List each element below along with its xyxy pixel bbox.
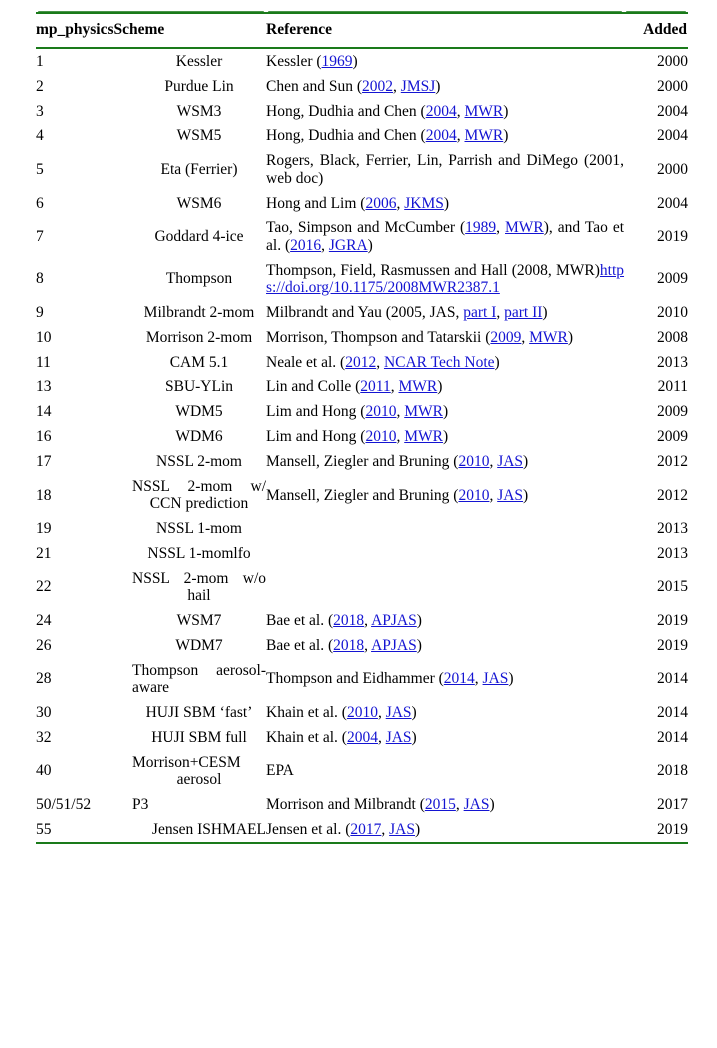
table-row xyxy=(36,258,688,300)
ref-link-journal[interactable]: MWR xyxy=(464,102,504,120)
ref-text-mid: , xyxy=(496,219,506,237)
ref-text-mid: , xyxy=(396,403,405,421)
ref-link-journal[interactable]: JAS xyxy=(497,452,524,470)
table-row xyxy=(36,325,688,350)
ref-text-post: ) xyxy=(523,452,529,470)
scheme-name: WSM6 xyxy=(176,194,222,212)
ref-text-pre-2: and Tao et al. ( xyxy=(266,219,625,254)
added-year: 2013 xyxy=(657,353,689,371)
ref-text-pre: Chen and Sun ( xyxy=(266,77,363,95)
scheme-reference xyxy=(266,300,624,325)
table-body xyxy=(36,48,688,843)
ref-text-post: ) xyxy=(352,52,358,70)
scheme-id: 1 xyxy=(36,52,44,70)
added-year: 2000 xyxy=(657,160,689,178)
scheme-name: Purdue Lin xyxy=(164,77,234,95)
ref-link-part-ii[interactable]: part II xyxy=(504,303,543,321)
scheme-name: HUJI SBM ‘fast’ xyxy=(145,703,253,721)
added-year: 2019 xyxy=(657,228,689,246)
scheme-name: Jensen ISHMAEL xyxy=(132,817,266,843)
added-year: 2000 xyxy=(657,77,689,95)
scheme-reference xyxy=(266,541,624,566)
scheme-id: 19 xyxy=(36,520,52,538)
ref-link-journal[interactable]: JAS xyxy=(385,728,412,746)
ref-link-year[interactable]: 2011 xyxy=(360,378,391,396)
ref-text-mid: , xyxy=(489,486,498,504)
scheme-name: WDM7 xyxy=(175,636,223,654)
scheme-name: Thompson xyxy=(165,270,233,288)
ref-link-year[interactable]: 2010 xyxy=(365,403,397,421)
scheme-reference xyxy=(266,792,624,817)
ref-link-year[interactable]: 1969 xyxy=(321,52,353,70)
table-row xyxy=(36,474,688,516)
added-year: 2017 xyxy=(657,795,689,813)
ref-text-pre: Kessler ( xyxy=(266,52,322,70)
ref-link-journal[interactable]: APJAS xyxy=(371,611,417,629)
scheme-reference xyxy=(266,517,624,542)
added-year: 2014 xyxy=(657,728,689,746)
table-row xyxy=(36,725,688,750)
ref-link-journal[interactable]: JAS xyxy=(497,486,524,504)
ref-link-journal[interactable]: APJAS xyxy=(371,636,417,654)
ref-text-mid: , xyxy=(455,795,464,813)
ref-link-journal[interactable]: MWR xyxy=(404,428,443,446)
table-row xyxy=(36,425,688,450)
ref-text-pre: Bae et al. ( xyxy=(266,636,334,654)
ref-text-mid: , xyxy=(377,703,386,721)
scheme-name: Milbrandt 2-mom xyxy=(143,303,255,321)
ref-link-doi[interactable]: https://doi.org/10.1175/2008MWR2387.1 xyxy=(266,261,625,296)
scheme-id: 9 xyxy=(36,303,44,321)
ref-text-post-2: ) xyxy=(367,236,373,254)
added-year: 2013 xyxy=(657,520,689,538)
ref-text-pre: Lim and Hong ( xyxy=(266,428,366,446)
ref-link-year[interactable]: 2010 xyxy=(365,428,397,446)
scheme-reference xyxy=(266,74,624,99)
ref-text-post: ) xyxy=(411,703,417,721)
ref-text-mid: , xyxy=(377,728,386,746)
table-row xyxy=(36,700,688,725)
ref-link-year[interactable]: 2004 xyxy=(425,127,457,145)
ref-link-journal[interactable]: JKMS xyxy=(404,194,444,212)
scheme-reference xyxy=(266,350,624,375)
scheme-id: 26 xyxy=(36,636,52,654)
scheme-reference xyxy=(266,216,624,258)
ref-link-journal[interactable]: JMSJ xyxy=(400,77,436,95)
scheme-name: Morrison+CESM aerosol xyxy=(132,753,241,788)
scheme-name: Thompson aerosol-aware xyxy=(132,661,267,697)
scheme-id: 32 xyxy=(36,728,52,746)
scheme-name: Kessler xyxy=(175,52,223,70)
ref-link-year[interactable]: 2014 xyxy=(443,670,475,688)
scheme-name: CAM 5.1 xyxy=(169,353,229,371)
ref-text-post: ) xyxy=(411,728,417,746)
table-row xyxy=(36,124,688,149)
scheme-name: WSM7 xyxy=(176,611,222,629)
table-row xyxy=(36,74,688,99)
ref-link-journal[interactable]: MWR xyxy=(404,403,443,421)
added-year: 2009 xyxy=(657,270,689,288)
ref-text-mid: , xyxy=(390,378,399,396)
added-year: 2000 xyxy=(657,52,689,70)
scheme-id: 18 xyxy=(36,486,52,504)
scheme-reference xyxy=(266,566,624,608)
ref-text-post: ) xyxy=(494,353,500,371)
ref-text-post: ) xyxy=(416,636,422,654)
added-year: 2012 xyxy=(657,486,689,504)
ref-text-pre: Khain et al. ( xyxy=(266,703,347,721)
table-row xyxy=(36,300,688,325)
scheme-id: 7 xyxy=(36,228,44,246)
table-row xyxy=(36,48,688,74)
added-year: 2019 xyxy=(624,817,688,843)
scheme-id: 2 xyxy=(36,77,44,95)
scheme-id: 24 xyxy=(36,611,52,629)
scheme-id: 55 xyxy=(36,817,132,843)
ref-text-post: ) xyxy=(508,670,514,688)
ref-text-mid: , xyxy=(496,303,505,321)
added-year: 2014 xyxy=(657,703,689,721)
scheme-reference xyxy=(266,700,624,725)
column-header-reference: Reference xyxy=(266,13,624,48)
scheme-reference xyxy=(266,817,624,843)
scheme-name: WSM5 xyxy=(176,127,222,145)
ref-text-post: ) xyxy=(567,328,574,346)
mp-physics-schemes-table xyxy=(36,12,688,844)
ref-link-year[interactable]: 2002 xyxy=(362,77,394,95)
ref-text-pre: Tao, Simpson and McCumber ( xyxy=(266,219,466,237)
ref-text-mid: , xyxy=(456,102,465,120)
added-year: 2011 xyxy=(657,378,689,396)
scheme-reference xyxy=(266,449,624,474)
ref-text-mid: , xyxy=(393,77,401,95)
added-year: 2014 xyxy=(657,670,689,688)
added-year: 2004 xyxy=(657,102,689,120)
ref-link-year[interactable]: 2004 xyxy=(346,728,378,746)
table-row xyxy=(36,400,688,425)
scheme-name: WSM3 xyxy=(176,102,222,120)
ref-text-pre: Mansell, Ziegler and Bruning ( xyxy=(266,452,459,470)
added-year: 2012 xyxy=(657,452,689,470)
scheme-reference xyxy=(266,633,624,658)
ref-text-pre: Lim and Hong ( xyxy=(266,403,366,421)
scheme-id: 11 xyxy=(36,353,51,371)
ref-link-journal[interactable]: MWR xyxy=(529,328,568,346)
ref-text-pre: Hong, Dudhia and Chen ( xyxy=(266,102,426,120)
scheme-reference: EPA xyxy=(266,762,294,780)
added-year: 2019 xyxy=(657,611,689,629)
table-row xyxy=(36,608,688,633)
scheme-name: Goddard 4-ice xyxy=(154,228,244,246)
added-year: 2013 xyxy=(657,544,689,562)
added-year: 2018 xyxy=(657,762,689,780)
scheme-name: HUJI SBM full xyxy=(151,728,247,746)
ref-text-mid: , xyxy=(521,328,530,346)
ref-text-post: ) xyxy=(416,611,422,629)
scheme-id: 6 xyxy=(36,194,44,212)
added-year: 2008 xyxy=(657,328,689,346)
scheme-id: 22 xyxy=(36,578,52,596)
ref-link-year[interactable]: 2006 xyxy=(365,194,397,212)
table-row xyxy=(36,449,688,474)
ref-link-year[interactable]: 2012 xyxy=(345,353,377,371)
ref-text-pre: Jensen et al. ( xyxy=(266,820,351,838)
ref-link-year[interactable]: 2017 xyxy=(350,820,382,838)
added-year: 2004 xyxy=(657,127,689,145)
scheme-reference xyxy=(266,124,624,149)
table-header-row xyxy=(36,13,688,48)
ref-text-pre: Hong, Dudhia and Chen ( xyxy=(266,127,426,145)
scheme-name: WDM6 xyxy=(175,428,223,446)
ref-text-post: ) xyxy=(442,403,449,421)
ref-text-pre: Morrison and Milbrandt ( xyxy=(266,795,425,813)
scheme-id: 10 xyxy=(36,328,52,346)
table-row xyxy=(36,792,688,817)
ref-text-mid: , xyxy=(474,670,483,688)
ref-text-mid: , xyxy=(456,127,465,145)
scheme-reference xyxy=(266,375,624,400)
scheme-id: 40 xyxy=(36,762,52,780)
scheme-reference xyxy=(266,325,624,350)
ref-link-journal[interactable]: JAS xyxy=(389,820,415,838)
ref-text-mid: , xyxy=(364,611,372,629)
ref-text-mid-2: , xyxy=(321,236,329,254)
added-year: 2010 xyxy=(657,303,689,321)
scheme-name: P3 xyxy=(132,795,149,813)
table-row xyxy=(36,375,688,400)
scheme-reference xyxy=(266,725,624,750)
ref-link-year[interactable]: 2010 xyxy=(458,452,490,470)
ref-text-pre: Morrison, Thompson and Tatarskii ( xyxy=(266,328,491,346)
scheme-id: 3 xyxy=(36,102,44,120)
table-row xyxy=(36,216,688,258)
ref-text-mid: , xyxy=(364,636,372,654)
ref-text-post: ) xyxy=(442,428,449,446)
scheme-id: 4 xyxy=(36,127,44,145)
ref-link-year[interactable]: 2018 xyxy=(333,636,365,654)
ref-link-journal[interactable]: MWR xyxy=(398,378,438,396)
ref-text-post: ) xyxy=(435,77,441,95)
ref-link-year[interactable]: 2015 xyxy=(424,795,456,813)
scheme-name: NSSL 2-mom w/ CCN prediction xyxy=(132,477,267,513)
scheme-id: 21 xyxy=(36,544,52,562)
added-year: 2009 xyxy=(657,403,689,421)
scheme-name: NSSL 2-mom w/o hail xyxy=(132,569,267,605)
ref-text-post: ) xyxy=(437,378,443,396)
scheme-id: 13 xyxy=(36,378,52,396)
scheme-id: 5 xyxy=(36,160,44,178)
ref-text-pre: Thompson and Eidhammer ( xyxy=(266,670,444,688)
added-year: 2015 xyxy=(657,578,689,596)
scheme-reference xyxy=(266,258,624,300)
ref-text-post: ) xyxy=(489,795,495,813)
ref-text-mid: , xyxy=(376,353,384,371)
ref-link-journal[interactable]: JAS xyxy=(385,703,412,721)
ref-text-pre: Thompson, Field, Rasmussen and Hall (2008, MWR) xyxy=(266,261,600,279)
scheme-id: 30 xyxy=(36,703,52,721)
scheme-name: Morrison 2-mom xyxy=(145,328,253,346)
scheme-reference xyxy=(266,425,624,450)
ref-text-mid: , xyxy=(396,428,405,446)
ref-text-post: ) xyxy=(542,303,548,321)
ref-link-journal[interactable]: MWR xyxy=(505,219,544,237)
ref-text-mid: , xyxy=(381,820,390,838)
added-year: 2004 xyxy=(657,194,689,212)
ref-text-mid: , xyxy=(396,194,405,212)
added-year: 2019 xyxy=(657,636,689,654)
ref-link-journal[interactable]: JAS xyxy=(463,795,490,813)
ref-link-year[interactable]: 2010 xyxy=(458,486,490,504)
scheme-name: NSSL 2-mom xyxy=(156,452,242,470)
ref-text-post: ), xyxy=(543,219,558,237)
scheme-reference xyxy=(266,99,624,124)
scheme-name: SBU-YLin xyxy=(164,378,234,396)
scheme-id: 8 xyxy=(36,270,44,288)
ref-text-post: ) xyxy=(523,486,529,504)
scheme-reference xyxy=(266,474,624,516)
ref-link-year[interactable]: 2004 xyxy=(425,102,457,120)
ref-text-pre: Hong and Lim ( xyxy=(266,194,366,212)
ref-text-pre: Neale et al. ( xyxy=(266,353,346,371)
scheme-id: 28 xyxy=(36,670,52,688)
scheme-name: Eta (Ferrier) xyxy=(160,160,238,178)
ref-link-journal[interactable]: JAS xyxy=(482,670,509,688)
scheme-name: WDM5 xyxy=(175,403,223,421)
ref-text-pre: Mansell, Ziegler and Bruning ( xyxy=(266,486,459,504)
ref-text-pre: Lin and Colle ( xyxy=(266,378,361,396)
scheme-reference: Rogers, Black, Ferrier, Lin, Parrish and DiMego (2001, web doc) xyxy=(266,152,625,187)
added-year: 2009 xyxy=(657,428,689,446)
scheme-name: NSSL 1-momlfo xyxy=(147,544,251,562)
table-row xyxy=(36,99,688,124)
ref-text-post: ) xyxy=(414,820,421,838)
ref-link-journal-2[interactable]: JGRA xyxy=(328,236,368,254)
ref-text-post: ) xyxy=(503,102,509,120)
ref-text-pre: Bae et al. ( xyxy=(266,611,334,629)
table-row xyxy=(36,817,688,843)
table-row xyxy=(36,191,688,216)
ref-link-year[interactable]: 1989 xyxy=(465,219,497,237)
scheme-reference xyxy=(266,48,624,74)
scheme-reference xyxy=(266,658,624,700)
table-row xyxy=(36,149,688,191)
column-header-added: Added xyxy=(624,13,688,48)
ref-link-part-i[interactable]: part I xyxy=(463,303,497,321)
scheme-reference xyxy=(266,191,624,216)
ref-link-year[interactable]: 2018 xyxy=(333,611,365,629)
table-head xyxy=(36,13,688,48)
scheme-id: 16 xyxy=(36,428,52,446)
table-row xyxy=(36,517,688,542)
table-row xyxy=(36,658,688,700)
ref-link-year-2[interactable]: 2016 xyxy=(290,236,322,254)
column-header-mp-physics-scheme: mp_physicsScheme xyxy=(36,13,266,48)
table-row xyxy=(36,541,688,566)
scheme-reference xyxy=(266,608,624,633)
ref-text-pre: Milbrandt and Yau (2005, JAS, xyxy=(266,303,464,321)
scheme-name: NSSL 1-mom xyxy=(156,520,242,538)
scheme-id: 14 xyxy=(36,403,52,421)
table-row xyxy=(36,750,688,792)
ref-text-post: ) xyxy=(443,194,450,212)
table-row xyxy=(36,633,688,658)
ref-link-journal[interactable]: MWR xyxy=(464,127,504,145)
ref-link-year[interactable]: 2009 xyxy=(490,328,522,346)
scheme-reference xyxy=(266,400,624,425)
ref-text-mid: , xyxy=(489,452,498,470)
scheme-id: 17 xyxy=(36,452,52,470)
ref-link-year[interactable]: 2010 xyxy=(346,703,378,721)
table-row xyxy=(36,566,688,608)
scheme-id: 50/51/52 xyxy=(36,795,92,813)
table-row xyxy=(36,350,688,375)
ref-text-pre: Khain et al. ( xyxy=(266,728,347,746)
ref-link-journal[interactable]: NCAR Tech Note xyxy=(383,353,495,371)
ref-text-post: ) xyxy=(503,127,509,145)
